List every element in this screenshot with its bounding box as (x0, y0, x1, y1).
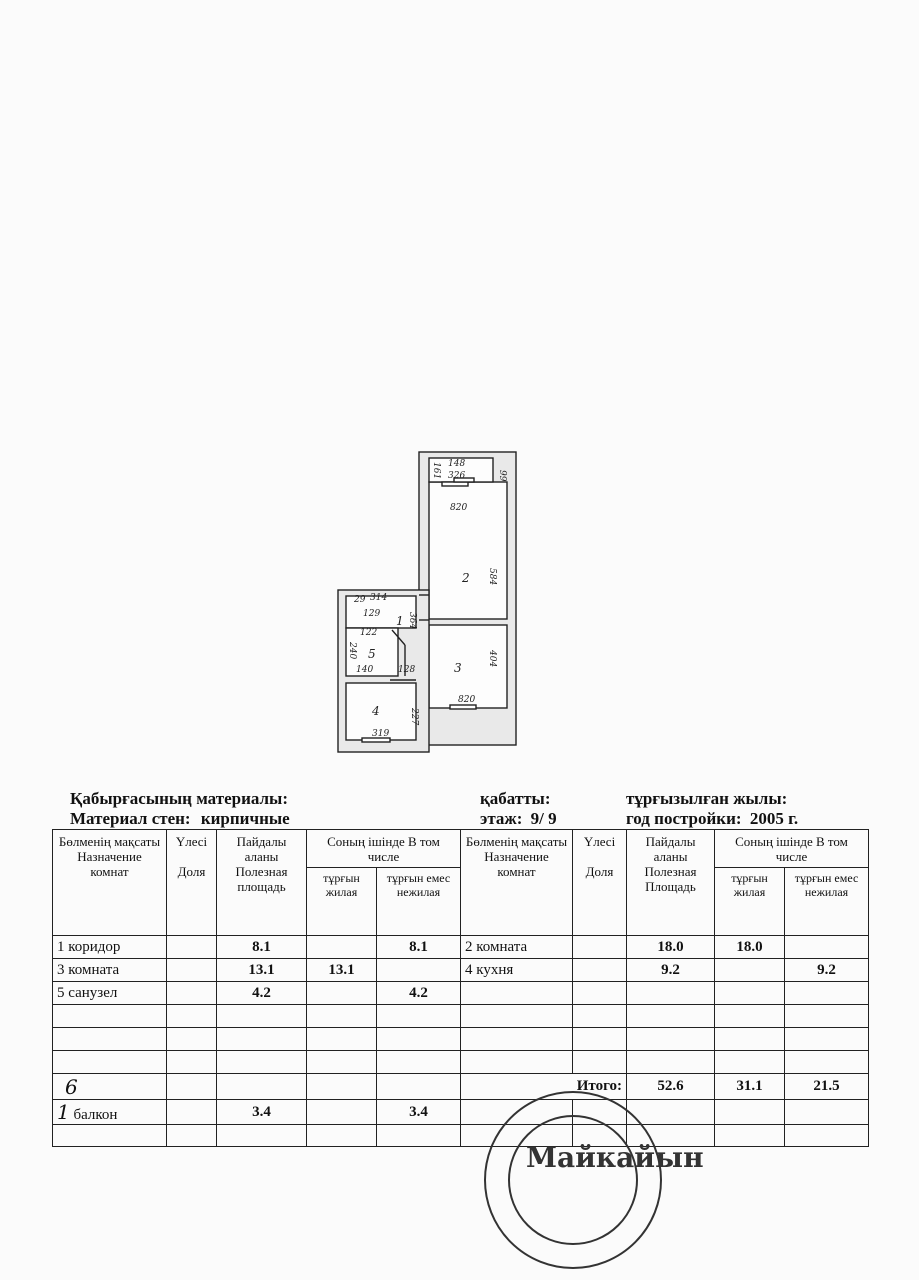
room-area: 8.1 (217, 936, 307, 959)
room-nonliving (377, 959, 461, 982)
plan-dim-140: 140 (356, 665, 374, 675)
balcony-row (53, 1100, 869, 1125)
plan-dim-326: 326 (448, 471, 466, 481)
room-share (167, 959, 217, 982)
room-name: 5 санузел (53, 982, 167, 1005)
room-nonliving: 8.1 (377, 936, 461, 959)
total-area: 52.6 (627, 1074, 715, 1100)
col-incl-header-2: Соның ішінде В том числе (715, 830, 869, 868)
floor-ru-label: этаж: (480, 809, 523, 828)
room-area: 4.2 (217, 982, 307, 1005)
plan-dim-319: 319 (372, 729, 390, 739)
total-rooms-cell (53, 1074, 167, 1100)
table-row-empty (53, 1125, 869, 1147)
table-row-empty (53, 1028, 869, 1051)
plan-dim-820: 820 (450, 503, 468, 513)
plan-room-2: 2 (462, 571, 470, 585)
total-rooms-handwritten: 6 (65, 1074, 78, 1099)
year-ru-label: год постройки: (626, 809, 742, 828)
room-nonliving (785, 982, 869, 1005)
col-nonliving-header: тұрғын емес нежилая (377, 868, 461, 936)
plan-room-3: 3 (454, 661, 462, 675)
room-area: 9.2 (627, 959, 715, 982)
room-living (715, 982, 785, 1005)
plan-room-5: 5 (368, 647, 376, 661)
plan-dim-404: 404 (487, 650, 497, 668)
table-row (53, 936, 869, 959)
year-kz: тұрғызылған жылы: (626, 789, 788, 808)
room-area: 18.0 (627, 936, 715, 959)
room-name: 1 коридор (53, 936, 167, 959)
total-label: Итого: (461, 1074, 627, 1100)
table-row (53, 959, 869, 982)
plan-dim-122: 122 (360, 628, 378, 638)
plan-dim-820b: 820 (458, 695, 476, 705)
room-area (627, 982, 715, 1005)
balcony-name: балкон (73, 1107, 118, 1123)
plan-room-1: 1 (396, 614, 404, 628)
total-living: 31.1 (715, 1074, 785, 1100)
wall-material-ru-label: Материал стен: (70, 809, 191, 828)
floor-kz: қабатты: (480, 789, 551, 808)
stamp-text: Майкайын (526, 1141, 704, 1174)
rooms-table (52, 829, 869, 1147)
col-share-header-2: Үлесі Доля (573, 830, 627, 936)
wall-material-kz: Қабырғасының материалы: (70, 789, 288, 808)
plan-dim-364: 364 (407, 612, 417, 630)
col-nonliving-header-2: тұрғын емес нежилая (785, 868, 869, 936)
room-living: 18.0 (715, 936, 785, 959)
plan-dim-314: 314 (370, 593, 388, 603)
plan-dim-584: 584 (487, 568, 497, 586)
wall-material-ru (70, 809, 290, 829)
col-living-header-2: тұрғын жилая (715, 868, 785, 936)
room-share (573, 936, 627, 959)
room-share (167, 982, 217, 1005)
col-living-header: тұрғын жилая (307, 868, 377, 936)
room-name: 2 комната (461, 936, 573, 959)
plan-dim-129: 129 (363, 609, 381, 619)
table-row (53, 982, 869, 1005)
col-incl-header: Соның ішінде В том числе (307, 830, 461, 868)
room-name (461, 982, 573, 1005)
room-living: 13.1 (307, 959, 377, 982)
balcony-index-handwritten: 1 (57, 1100, 70, 1124)
floor-value: 9/ 9 (530, 809, 557, 828)
plan-dim-227: 227 (409, 708, 419, 726)
total-row (53, 1074, 869, 1100)
floor-plan (330, 440, 520, 760)
room-nonliving (785, 936, 869, 959)
room-share (167, 936, 217, 959)
plan-dim-148: 148 (448, 459, 466, 469)
balcony-area: 3.4 (217, 1100, 307, 1125)
plan-dim-240: 240 (347, 642, 357, 660)
col-area-header-2: Пайдалы аланы Полезная Площадь (627, 830, 715, 936)
balcony-nonliving: 3.4 (377, 1100, 461, 1125)
room-share (573, 982, 627, 1005)
room-name: 4 кухня (461, 959, 573, 982)
plan-dim-99: 99 (497, 470, 507, 482)
room-share (573, 959, 627, 982)
plan-dim-128: 128 (398, 665, 416, 675)
room-nonliving: 9.2 (785, 959, 869, 982)
room-living (307, 982, 377, 1005)
floor-ru (480, 809, 557, 829)
room-living (715, 959, 785, 982)
col-purpose-header: Бөлменің мақсаты Назначение комнат (53, 830, 167, 936)
plan-dim-161: 161 (431, 462, 441, 480)
year-value: 2005 г. (749, 809, 799, 828)
room-nonliving: 4.2 (377, 982, 461, 1005)
table-row-empty (53, 1005, 869, 1028)
balcony-name-cell (53, 1100, 167, 1125)
col-share-header: Үлесі Доля (167, 830, 217, 936)
plan-dim-29: 29 (354, 595, 366, 605)
room-name: 3 комната (53, 959, 167, 982)
wall-material-value: кирпичные (200, 809, 290, 828)
total-nonliving: 21.5 (785, 1074, 869, 1100)
year-ru (626, 809, 798, 829)
col-purpose-header-2: Бөлменің мақсаты Назначение комнат (461, 830, 573, 936)
plan-room-4: 4 (372, 704, 380, 718)
table-row-empty (53, 1051, 869, 1074)
col-area-header: Пайдалы аланы Полезная площадь (217, 830, 307, 936)
room-area: 13.1 (217, 959, 307, 982)
room-living (307, 936, 377, 959)
